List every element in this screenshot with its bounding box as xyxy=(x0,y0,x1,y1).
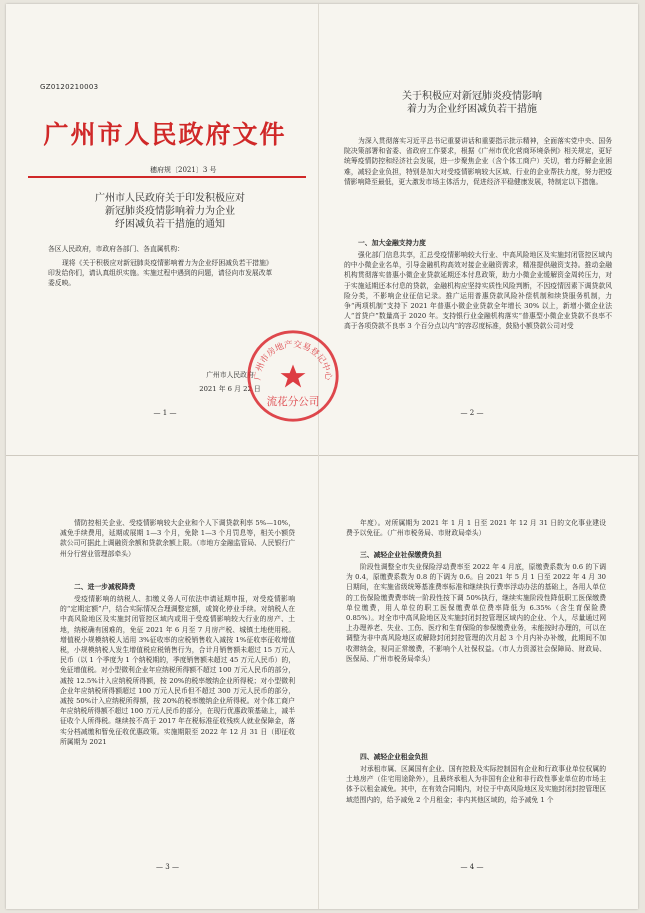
doc-code: GZ0120210003 xyxy=(40,83,99,91)
signer: 广州市人民政府 xyxy=(206,371,254,379)
intro-paragraph: 为深入贯彻落实习近平总书记重要讲话和重要指示批示精神，全面落实党中央、国务院决策部署和省委、省政府工作要求，根据《广州市优化营商环境条例》相关规定，更好统筹疫情防控和经济社会发展，进一步聚焦企业（含个体工商户）关切，着力纾解企业困难，减轻企业负担，特别是加大对受疫情影响较大区域、行业的企业帮扶力度，努力把疫情影响降至最低，更大激发市场主体活力，促进经济平稳健康发展，特制定以下措施。 xyxy=(344,137,612,186)
red-separator-line xyxy=(28,176,306,178)
red-seal-stamp xyxy=(245,328,341,424)
doc-header: 广州市人民政府文件 xyxy=(43,120,287,149)
section-heading: 四、减轻企业租金负担 xyxy=(360,753,428,761)
seal-center-text: 流花分公司 xyxy=(266,395,320,408)
notice-title-line: 新冠肺炎疫情影响着力为企业 xyxy=(105,206,235,217)
page-3 xyxy=(20,490,315,895)
fold-line-horizontal xyxy=(6,455,638,456)
notice-body: 现将《关于积极应对新冠肺炎疫情影响着力为企业纾困减负若干措施》印发给你们，请认真组织实施。实施过程中遇到的问题，请径向市发展改革委反映。 xyxy=(48,259,273,288)
measures-title-line: 着力为企业纾困减负若干措施 xyxy=(407,104,537,115)
notice-title xyxy=(50,192,290,231)
notice-title-line: 广州市人民政府关于印发积极应对 xyxy=(95,193,245,204)
section-paragraph: 年度）。对所属期为 2021 年 1 月 1 日至 2021 年 12 月 31 日的文化事业建设费予以免征。（广州市税务局、市财政局牵头） xyxy=(346,519,606,538)
seal-star-icon xyxy=(281,364,306,387)
section-heading: 三、减轻企业社保缴费负担 xyxy=(360,551,442,559)
sign-date: 2021 年 6 月 22 日 xyxy=(199,385,261,393)
page-2 xyxy=(322,20,622,440)
doc-number: 穗府规〔2021〕3 号 xyxy=(150,166,217,174)
section-paragraph: 阶段性调整全市失业保险浮动费率至 2022 年 4 月底，原缴费系数为 0.6 的下调为 0.4，原缴费系数为 0.8 的下调为 0.6。自 2021 年 5 月 1 日至 2022 年 4 月 30 日期间，在实施省级统筹基准费率标准和继续执行费率浮动办法的基础上，各用人单位的工伤保险缴费费率统一阶段性按下调 50%执行，继续实施阶段性降低职工医保缴费单位缴费，用人单位的职工医保缴费单位费率降低为 6.35%（含生育保险费 0.85%）。对全市中高风险地区及实施封闭封控管理区域内的企业、个人，尽量通过网上办理养老、失业、工伤、医疗和生育保险的参保缴费业务，未能按时办理的，可以在调整为非中高风险地区或解除封闭封控管理的次月起 3 个月内补办补缴，此期间不加收滞纳金，视同正常缴费，不影响个人社保权益。（市人力资源社会保障局、财政局、医保局、广州市税务局牵头） xyxy=(346,563,606,663)
section-heading: 一、加大金融支持力度 xyxy=(358,239,426,247)
page-number: — 3 — xyxy=(156,863,179,871)
notice-title-line: 纾困减负若干措施的通知 xyxy=(115,219,225,230)
section-paragraph: 强化部门信息共享，汇总受疫情影响较大行业、中高风险地区及实施封闭管控区域内的中小微企业名单，引导金融机构高效对接企业融资需求，精准提供融资支持。推动金融机构贯彻落实普惠小微企业贷款延期还本付息政策，助力小微企业缓解资金周转压力，对于实施延期还本付息的贷款，金融机构应坚持实质性风险判断，不因疫情因素下调贷款风险分类，不影响企业征信记录。推广运用普惠贷款风险补偿机制和续贷服务机制，力争“两项机制”支持下 2021 年普惠小微企业贷款全年增长 30% 以上，新增小微企业法人“首贷户”数量高于 2020 年。支持银行业金融机构落实“普惠型小微企业贷款不良率不高于各项贷款不良率 3 个百分点以内”的容忍度标准，鼓励小额贷款公司对受 xyxy=(344,251,612,331)
section-heading: 二、进一步减税降费 xyxy=(74,583,136,591)
recipients: 各区人民政府，市政府各部门、各直属机构： xyxy=(48,245,184,253)
measures-title-line: 关于积极应对新冠肺炎疫情影响 xyxy=(402,91,542,102)
fold-line-vertical xyxy=(318,4,319,909)
page-number: — 4 — xyxy=(460,863,484,871)
section-paragraph: 情防控相关企业、受疫情影响较大企业和个人下调贷款利率 5%—10%，减免手续费用，延期或展期 1—3 个月，免除 1—3 个月罚息等，相关小额贷款公司可据此上调融资余额和贷款余额上限。（市地方金融监管局、人民银行广州分行营业管理部牵头） xyxy=(60,519,295,558)
section-paragraph: 对承租市属、区属国有企业、国有控股及实际控制国有企业和行政事业单位权属的土地房产（住宅用途除外），且最终承租人为非国有企业和非行政性事业单位的市场主体予以租金减免。其中，在有效合同期内，对位于中高风险地区及实施封闭封控管理区域范围内的，给予减免 2 个月租金；非内其他区域的，给予减免 1 个 xyxy=(346,765,606,804)
page-number: — 1 — xyxy=(153,409,177,417)
section-paragraph: 受疫情影响的纳税人、扣缴义务人可依法申请延期申报，对受疫情影响的“定期定额”户，结合实际情况合理调整定额，或简化停业手续。对纳税人在中高风险地区及实施封闭管控区域内或用于受疫情影响较大行业的房产、土地，纳税确有困难的，免征 2021 年 6 月至 7 月房产税、城镇土地使用税。增值税小规模纳税人适用 3%征收率的应税销售收入减按 1%征收率征收增值税，小规模纳税人发生增值税应税销售行为，合计月销售额未超过 15 万元人民币（以 1 个季度为 1 个纳税期的，季度销售额未超过 45 万元人民币）的，免征增值税。对小型微利企业年应纳税所得额不超过 100 万元人民币的部分，减按 12.5%计入应纳税所得额，按 20%的税率缴纳企业所得税；对小型微利企业年应纳税所得额超过 100 万元人民币但不超过 300 万元人民币的部分，减按 50%计入应纳税所得额，按 20%的税率缴纳企业所得税。对个体工商户年应纳税所得额不超过 100 万元人民币的部分，在现行优惠政策基础上，减半征收个人所得税。继续按不高于 2017 年在税标准征收残疾人就业保障金，落实分档减缴和暂免征收优惠政策。实施期限至 2022 年 12 月 31 日（即征收所属期为 2021 xyxy=(60,595,295,746)
seal-arc-text: 广州市房地产交易登记中心 xyxy=(253,339,333,381)
page-4 xyxy=(322,490,622,895)
page-number: — 2 — xyxy=(460,409,484,417)
measures-title xyxy=(362,90,582,116)
